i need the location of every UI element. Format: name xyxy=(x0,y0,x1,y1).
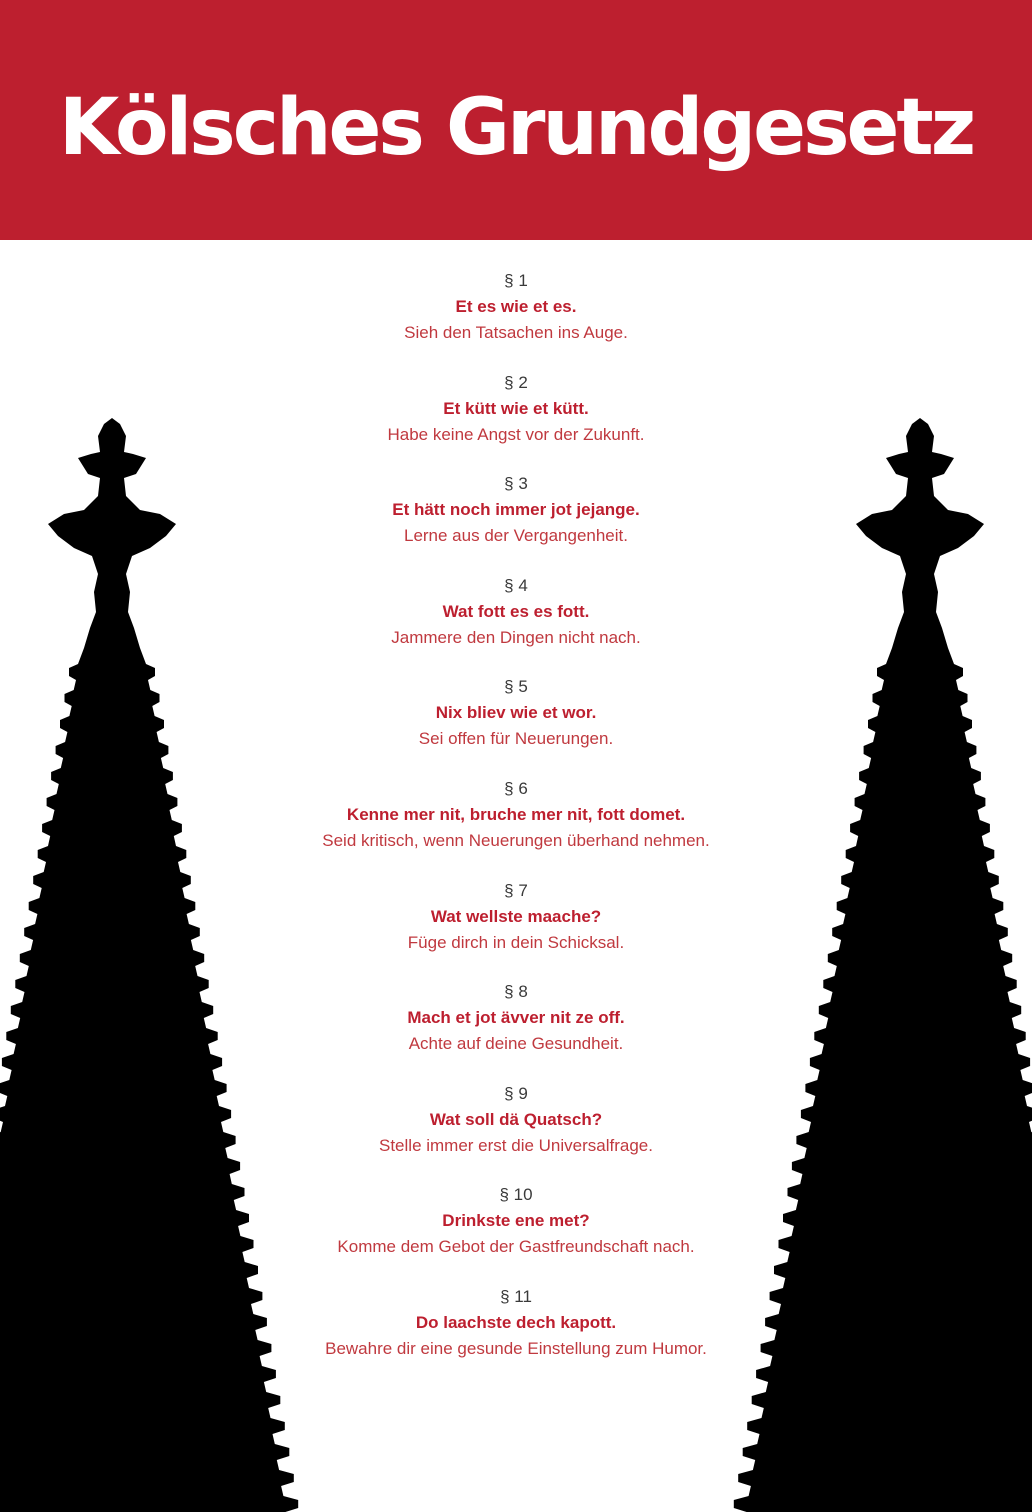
law-meaning: Komme dem Gebot der Gastfreundschaft nach. xyxy=(337,1237,695,1257)
law-saying: Drinkste ene met? xyxy=(442,1211,590,1231)
law-item xyxy=(266,1284,766,1386)
poster-title: Kölsches Grundgesetz xyxy=(58,83,974,173)
law-item xyxy=(266,1182,766,1284)
law-item xyxy=(266,776,766,878)
law-saying: Do laachste dech kapott. xyxy=(415,1312,617,1332)
law-meaning: Stelle immer erst die Universalfrage. xyxy=(379,1135,653,1155)
law-saying: Et kütt wie et kütt. xyxy=(443,398,589,418)
law-meaning: Habe keine Angst vor der Zukunft. xyxy=(387,424,645,444)
law-number: § 4 xyxy=(504,575,528,595)
law-saying: Wat soll dä Quatsch? xyxy=(429,1109,603,1129)
law-item xyxy=(266,674,766,776)
law-number: § 6 xyxy=(504,778,528,798)
law-item xyxy=(266,979,766,1081)
law-number: § 9 xyxy=(504,1083,528,1103)
law-saying: Wat wellste maache? xyxy=(430,906,602,926)
law-saying: Et hätt noch immer jot jejange. xyxy=(392,500,640,520)
law-meaning: Füge dirch in dein Schicksal. xyxy=(407,932,625,952)
law-meaning: Sei offen für Neuerungen. xyxy=(418,729,614,749)
right-spire-shape xyxy=(734,418,1032,1512)
law-meaning: Lerne aus der Vergangenheit. xyxy=(403,526,628,546)
law-meaning: Seid kritisch, wenn Neuerungen überhand nehmen. xyxy=(322,830,710,850)
law-item xyxy=(266,1081,766,1183)
laws-list xyxy=(266,268,766,1386)
law-item xyxy=(266,268,766,370)
law-saying: Mach et jot ävver nit ze off. xyxy=(407,1008,625,1028)
law-saying: Wat fott es es fott. xyxy=(442,601,590,621)
law-number: § 3 xyxy=(504,474,528,494)
law-number: § 7 xyxy=(504,880,528,900)
law-item xyxy=(266,878,766,980)
law-meaning: Achte auf deine Gesundheit. xyxy=(408,1034,624,1054)
law-meaning: Jammere den Dingen nicht nach. xyxy=(391,627,641,647)
law-meaning: Sieh den Tatsachen ins Auge. xyxy=(404,323,628,342)
law-item xyxy=(266,573,766,675)
law-saying: Et es wie et es. xyxy=(455,297,577,316)
law-item xyxy=(266,370,766,472)
law-meaning: Bewahre dir eine gesunde Einstellung zum Humor. xyxy=(325,1338,707,1358)
law-number: § 2 xyxy=(504,372,528,392)
law-number: § 1 xyxy=(504,271,528,290)
law-item xyxy=(266,471,766,573)
law-number: § 10 xyxy=(499,1185,533,1205)
law-saying: Nix bliev wie et wor. xyxy=(435,703,597,723)
law-number: § 11 xyxy=(500,1286,532,1306)
law-number: § 5 xyxy=(504,677,528,697)
law-number: § 8 xyxy=(504,982,528,1002)
law-saying: Kenne mer nit, bruche mer nit, fott domet. xyxy=(346,804,686,824)
